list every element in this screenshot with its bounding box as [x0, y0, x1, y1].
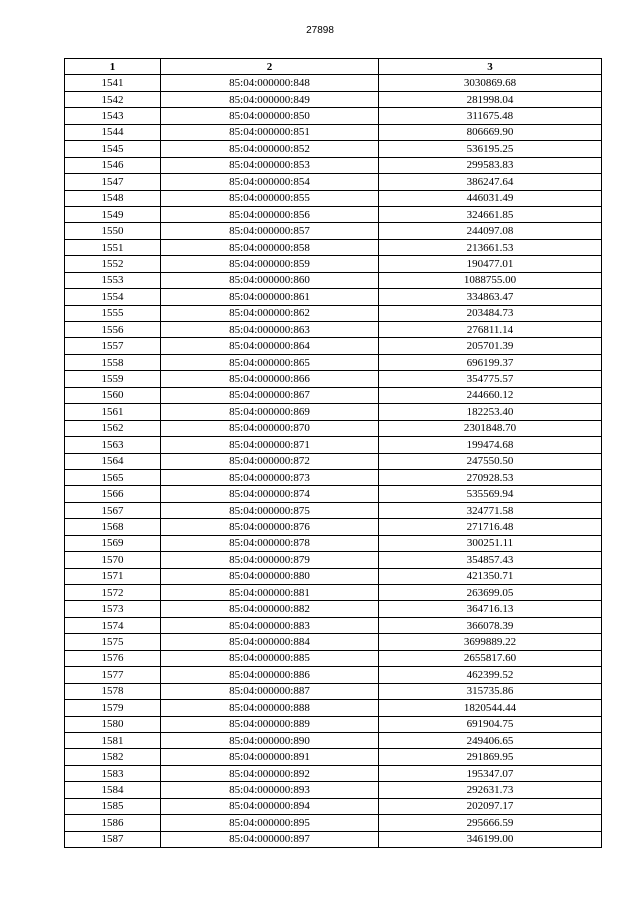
cadastral-number-cell: 85:04:000000:887: [161, 683, 379, 699]
cadastral-number-cell: 85:04:000000:892: [161, 765, 379, 781]
cadastral-number-cell: 85:04:000000:895: [161, 815, 379, 831]
row-number-cell: 1587: [65, 831, 161, 847]
value-cell: 244660.12: [379, 387, 602, 403]
cadastral-number-cell: 85:04:000000:894: [161, 798, 379, 814]
value-cell: 324661.85: [379, 206, 602, 222]
row-number-cell: 1578: [65, 683, 161, 699]
row-number-cell: 1558: [65, 354, 161, 370]
row-number-cell: 1573: [65, 601, 161, 617]
cadastral-number-cell: 85:04:000000:853: [161, 157, 379, 173]
cadastral-number-cell: 85:04:000000:881: [161, 585, 379, 601]
table-row: [65, 831, 602, 847]
table-row: [65, 305, 602, 321]
row-number-cell: 1544: [65, 124, 161, 140]
row-number-cell: 1550: [65, 223, 161, 239]
table-row: [65, 174, 602, 190]
table-row: [65, 798, 602, 814]
value-cell: 421350.71: [379, 568, 602, 584]
table-row: [65, 700, 602, 716]
cadastral-number-cell: 85:04:000000:863: [161, 322, 379, 338]
table-row: [65, 206, 602, 222]
table-row: [65, 108, 602, 124]
table-row: [65, 601, 602, 617]
cadastral-number-cell: 85:04:000000:879: [161, 552, 379, 568]
value-cell: 366078.39: [379, 617, 602, 633]
cadastral-number-cell: 85:04:000000:861: [161, 289, 379, 305]
table-row: [65, 437, 602, 453]
table-row: [65, 404, 602, 420]
row-number-cell: 1586: [65, 815, 161, 831]
row-number-cell: 1562: [65, 420, 161, 436]
cadastral-number-cell: 85:04:000000:857: [161, 223, 379, 239]
table-row: [65, 124, 602, 140]
cadastral-number-cell: 85:04:000000:864: [161, 338, 379, 354]
cadastral-number-cell: 85:04:000000:871: [161, 437, 379, 453]
value-cell: 190477.01: [379, 256, 602, 272]
value-cell: 202097.17: [379, 798, 602, 814]
cadastral-number-cell: 85:04:000000:848: [161, 75, 379, 91]
row-number-cell: 1564: [65, 453, 161, 469]
cadastral-number-cell: 85:04:000000:880: [161, 568, 379, 584]
table-row: [65, 420, 602, 436]
row-number-cell: 1549: [65, 206, 161, 222]
row-number-cell: 1555: [65, 305, 161, 321]
cadastral-number-cell: 85:04:000000:859: [161, 256, 379, 272]
row-number-cell: 1577: [65, 667, 161, 683]
cadastral-number-cell: 85:04:000000:866: [161, 371, 379, 387]
value-cell: 696199.37: [379, 354, 602, 370]
cadastral-number-cell: 85:04:000000:858: [161, 239, 379, 255]
row-number-cell: 1576: [65, 650, 161, 666]
value-cell: 535569.94: [379, 486, 602, 502]
row-number-cell: 1569: [65, 535, 161, 551]
row-number-cell: 1548: [65, 190, 161, 206]
cadastral-number-cell: 85:04:000000:867: [161, 387, 379, 403]
cadastral-number-cell: 85:04:000000:878: [161, 535, 379, 551]
cadastral-number-cell: 85:04:000000:872: [161, 453, 379, 469]
row-number-cell: 1565: [65, 469, 161, 485]
value-cell: 2301848.70: [379, 420, 602, 436]
value-cell: 263699.05: [379, 585, 602, 601]
row-number-cell: 1552: [65, 256, 161, 272]
table-row: [65, 157, 602, 173]
row-number-cell: 1571: [65, 568, 161, 584]
value-cell: 182253.40: [379, 404, 602, 420]
table-row: [65, 322, 602, 338]
value-cell: 386247.64: [379, 174, 602, 190]
table-row: [65, 716, 602, 732]
table-row: [65, 354, 602, 370]
table-row: [65, 568, 602, 584]
table-row: [65, 256, 602, 272]
value-cell: 354857.43: [379, 552, 602, 568]
table-row: [65, 634, 602, 650]
cadastral-number-cell: 85:04:000000:889: [161, 716, 379, 732]
row-number-cell: 1567: [65, 502, 161, 518]
cadastral-number-cell: 85:04:000000:865: [161, 354, 379, 370]
row-number-cell: 1575: [65, 634, 161, 650]
table-header: [65, 59, 602, 75]
row-number-cell: 1582: [65, 749, 161, 765]
column-header-1: 1: [65, 59, 161, 75]
value-cell: 536195.25: [379, 141, 602, 157]
row-number-cell: 1542: [65, 91, 161, 107]
value-cell: 354775.57: [379, 371, 602, 387]
table-row: [65, 535, 602, 551]
table-row: [65, 749, 602, 765]
row-number-cell: 1557: [65, 338, 161, 354]
table-row: [65, 338, 602, 354]
value-cell: 249406.65: [379, 732, 602, 748]
table-row: [65, 765, 602, 781]
value-cell: 195347.07: [379, 765, 602, 781]
value-cell: 276811.14: [379, 322, 602, 338]
row-number-cell: 1570: [65, 552, 161, 568]
table-row: [65, 272, 602, 288]
cadastral-number-cell: 85:04:000000:855: [161, 190, 379, 206]
table-row: [65, 387, 602, 403]
value-cell: 199474.68: [379, 437, 602, 453]
cadastral-number-cell: 85:04:000000:888: [161, 700, 379, 716]
value-cell: 271716.48: [379, 519, 602, 535]
cadastral-number-cell: 85:04:000000:885: [161, 650, 379, 666]
column-header-3: 3: [379, 59, 602, 75]
value-cell: 2655817.60: [379, 650, 602, 666]
cadastral-number-cell: 85:04:000000:883: [161, 617, 379, 633]
table-row: [65, 502, 602, 518]
value-cell: 364716.13: [379, 601, 602, 617]
value-cell: 3030869.68: [379, 75, 602, 91]
value-cell: 299583.83: [379, 157, 602, 173]
cadastral-number-cell: 85:04:000000:891: [161, 749, 379, 765]
row-number-cell: 1584: [65, 782, 161, 798]
table-row: [65, 289, 602, 305]
cadastral-number-cell: 85:04:000000:854: [161, 174, 379, 190]
value-cell: 311675.48: [379, 108, 602, 124]
cadastral-number-cell: 85:04:000000:862: [161, 305, 379, 321]
table-header-row: [65, 59, 602, 75]
cadastral-number-cell: 85:04:000000:876: [161, 519, 379, 535]
row-number-cell: 1545: [65, 141, 161, 157]
cadastral-number-cell: 85:04:000000:884: [161, 634, 379, 650]
value-cell: 446031.49: [379, 190, 602, 206]
table-row: [65, 667, 602, 683]
table-row: [65, 486, 602, 502]
value-cell: 281998.04: [379, 91, 602, 107]
row-number-cell: 1541: [65, 75, 161, 91]
cadastral-number-cell: 85:04:000000:897: [161, 831, 379, 847]
cadastral-number-cell: 85:04:000000:890: [161, 732, 379, 748]
table-row: [65, 453, 602, 469]
cadastral-number-cell: 85:04:000000:850: [161, 108, 379, 124]
row-number-cell: 1574: [65, 617, 161, 633]
row-number-cell: 1559: [65, 371, 161, 387]
table-row: [65, 732, 602, 748]
row-number-cell: 1563: [65, 437, 161, 453]
table-row: [65, 650, 602, 666]
table-row: [65, 519, 602, 535]
table-row: [65, 371, 602, 387]
row-number-cell: 1568: [65, 519, 161, 535]
row-number-cell: 1556: [65, 322, 161, 338]
value-cell: 691904.75: [379, 716, 602, 732]
table-row: [65, 683, 602, 699]
cadastral-number-cell: 85:04:000000:886: [161, 667, 379, 683]
value-cell: 3699889.22: [379, 634, 602, 650]
table-row: [65, 190, 602, 206]
cadastral-number-cell: 85:04:000000:856: [161, 206, 379, 222]
row-number-cell: 1581: [65, 732, 161, 748]
page-number: 27898: [306, 25, 334, 36]
row-number-cell: 1566: [65, 486, 161, 502]
row-number-cell: 1547: [65, 174, 161, 190]
cadastral-number-cell: 85:04:000000:852: [161, 141, 379, 157]
table-row: [65, 585, 602, 601]
table-row: [65, 91, 602, 107]
row-number-cell: 1560: [65, 387, 161, 403]
cadastral-number-cell: 85:04:000000:851: [161, 124, 379, 140]
cadastral-number-cell: 85:04:000000:869: [161, 404, 379, 420]
table-row: [65, 239, 602, 255]
row-number-cell: 1561: [65, 404, 161, 420]
value-cell: 806669.90: [379, 124, 602, 140]
table-row: [65, 552, 602, 568]
value-cell: 292631.73: [379, 782, 602, 798]
value-cell: 203484.73: [379, 305, 602, 321]
table-row: [65, 75, 602, 91]
cadastral-number-cell: 85:04:000000:882: [161, 601, 379, 617]
value-cell: 213661.53: [379, 239, 602, 255]
value-cell: 315735.86: [379, 683, 602, 699]
table-row: [65, 469, 602, 485]
row-number-cell: 1546: [65, 157, 161, 173]
table-row: [65, 223, 602, 239]
cadastral-number-cell: 85:04:000000:874: [161, 486, 379, 502]
table-row: [65, 815, 602, 831]
row-number-cell: 1572: [65, 585, 161, 601]
row-number-cell: 1553: [65, 272, 161, 288]
value-cell: 295666.59: [379, 815, 602, 831]
value-cell: 462399.52: [379, 667, 602, 683]
data-table: [64, 58, 602, 848]
value-cell: 1820544.44: [379, 700, 602, 716]
value-cell: 270928.53: [379, 469, 602, 485]
cadastral-number-cell: 85:04:000000:870: [161, 420, 379, 436]
value-cell: 1088755.00: [379, 272, 602, 288]
cadastral-number-cell: 85:04:000000:860: [161, 272, 379, 288]
value-cell: 291869.95: [379, 749, 602, 765]
row-number-cell: 1554: [65, 289, 161, 305]
row-number-cell: 1580: [65, 716, 161, 732]
column-header-2: 2: [161, 59, 379, 75]
row-number-cell: 1583: [65, 765, 161, 781]
cadastral-number-cell: 85:04:000000:875: [161, 502, 379, 518]
cadastral-number-cell: 85:04:000000:849: [161, 91, 379, 107]
value-cell: 334863.47: [379, 289, 602, 305]
table-body: [65, 75, 602, 848]
row-number-cell: 1585: [65, 798, 161, 814]
value-cell: 244097.08: [379, 223, 602, 239]
row-number-cell: 1551: [65, 239, 161, 255]
value-cell: 205701.39: [379, 338, 602, 354]
value-cell: 300251.11: [379, 535, 602, 551]
value-cell: 324771.58: [379, 502, 602, 518]
row-number-cell: 1579: [65, 700, 161, 716]
table-row: [65, 782, 602, 798]
cadastral-number-cell: 85:04:000000:893: [161, 782, 379, 798]
table-row: [65, 617, 602, 633]
cadastral-number-cell: 85:04:000000:873: [161, 469, 379, 485]
value-cell: 247550.50: [379, 453, 602, 469]
table-row: [65, 141, 602, 157]
row-number-cell: 1543: [65, 108, 161, 124]
value-cell: 346199.00: [379, 831, 602, 847]
